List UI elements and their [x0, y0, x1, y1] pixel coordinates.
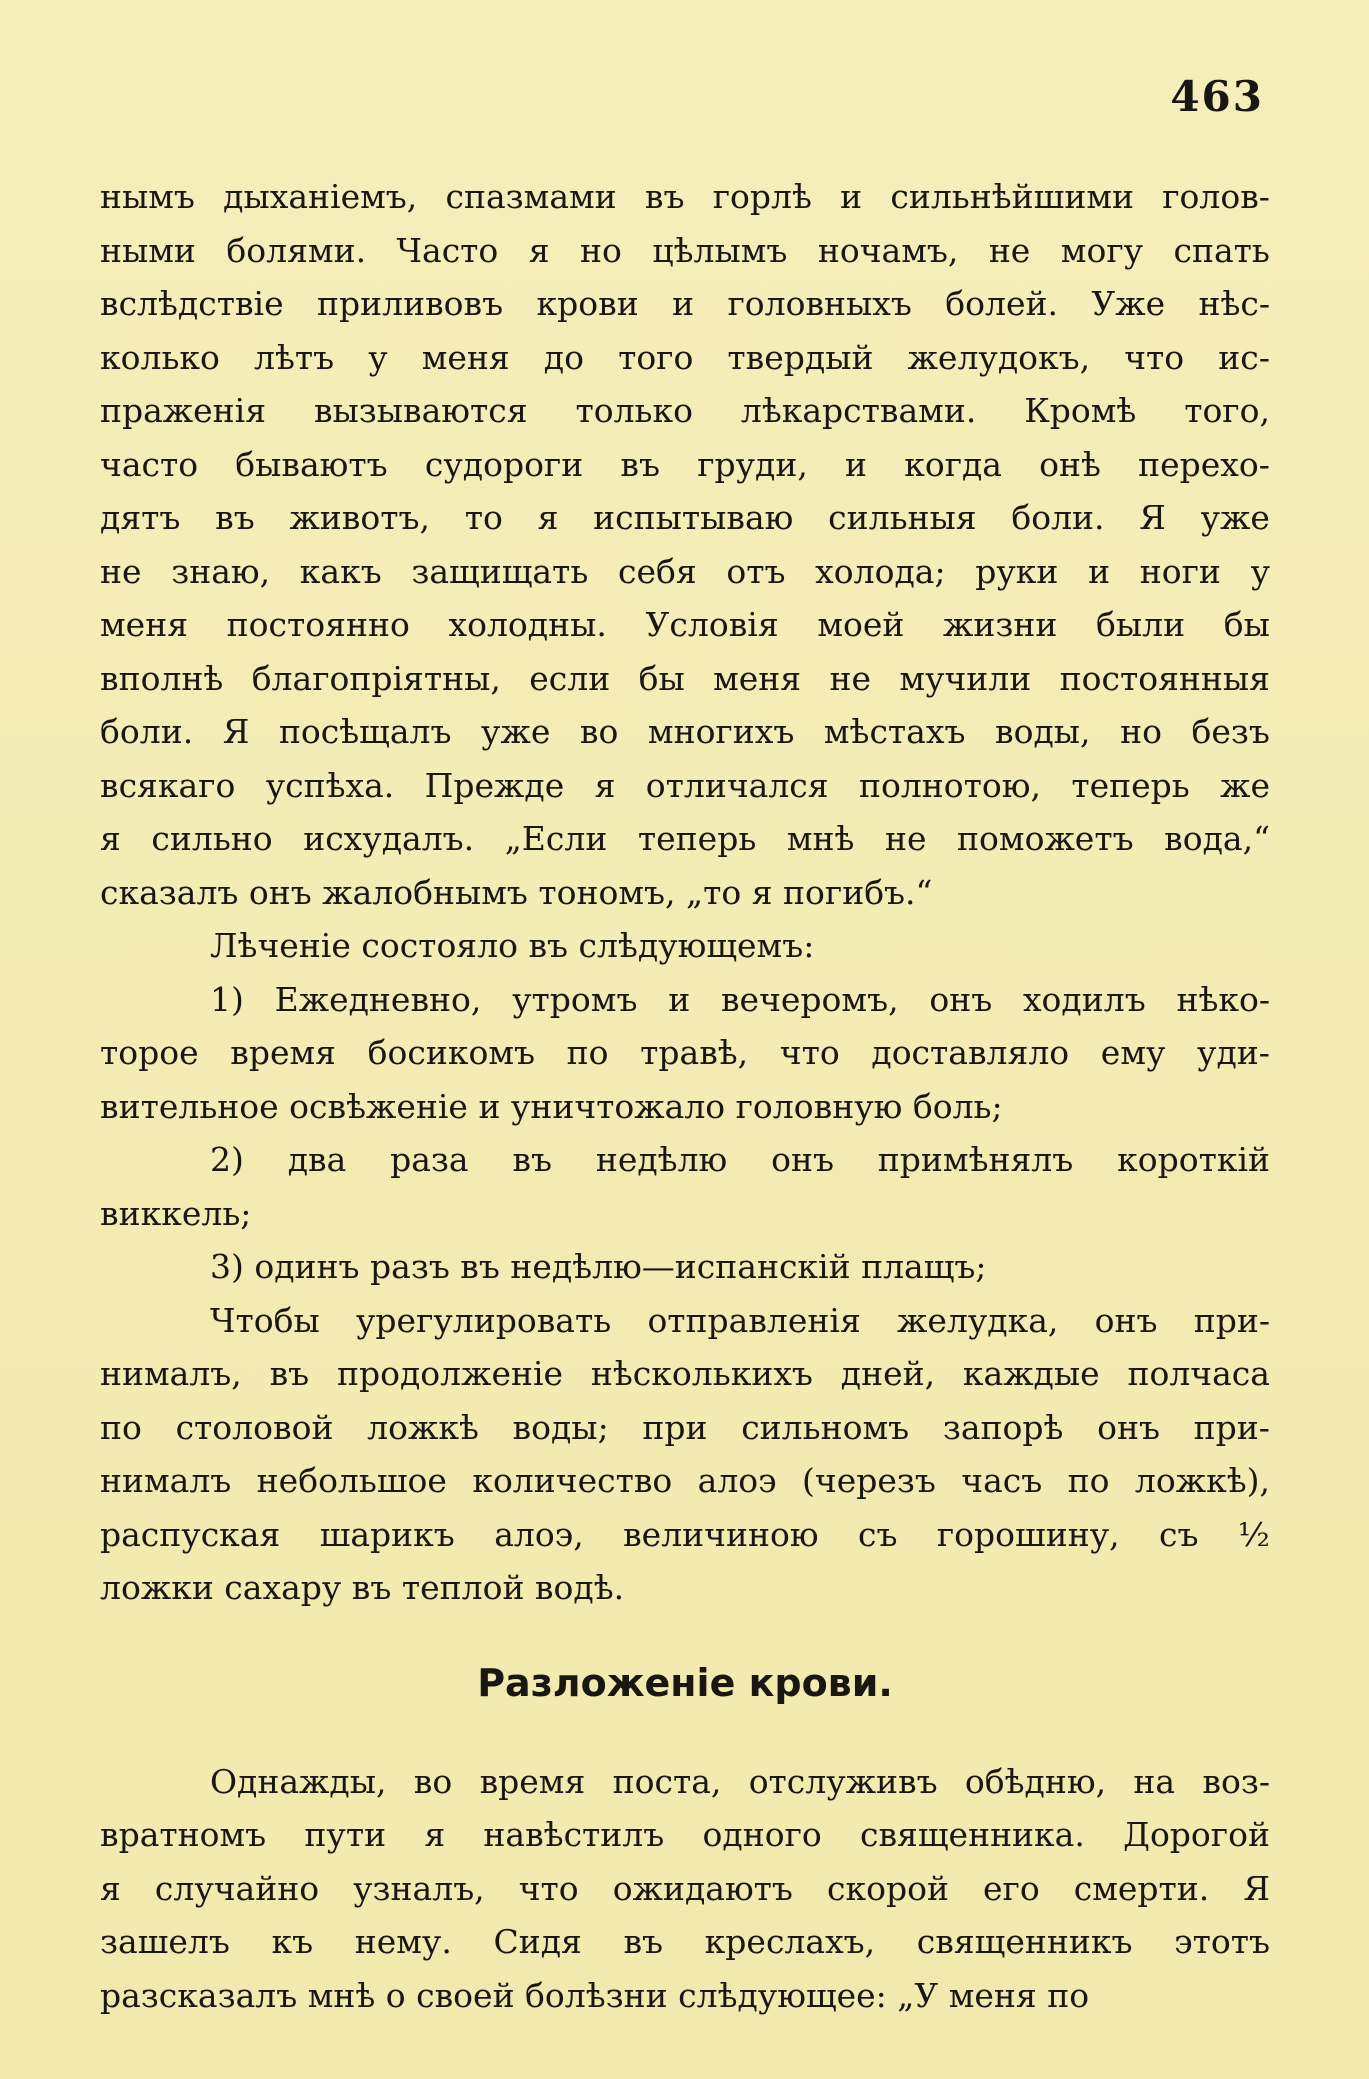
text-line: я случайно узналъ, что ожидаютъ скорой его смерти. Я [100, 1868, 1270, 1908]
text-line: нималъ небольшое количество алоэ (черезъ часъ по ложкѣ), [100, 1461, 1270, 1500]
text-line: торое время босикомъ по травѣ, что доставляло ему уди- [100, 1033, 1270, 1072]
text-line: не знаю, какъ защищать себя отъ холода; руки и ноги у [100, 551, 1270, 591]
text-line: распуская шарикъ алоэ, величиною съ горошину, съ ½ [100, 1514, 1270, 1554]
text-line: нималъ, въ продолженіе нѣсколькихъ дней, каждые полчаса [100, 1354, 1270, 1393]
list-item-2 [100, 1133, 1270, 1240]
text-line: боли. Я посѣщалъ уже во многихъ мѣстахъ воды, но безъ [100, 712, 1270, 751]
section-heading: Разложеніе крови. [477, 1660, 893, 1705]
text-line: дятъ въ животъ, то я испытываю сильныя боли. Я уже [100, 498, 1270, 537]
text-line: я сильно исхудалъ. „Если теперь мнѣ не поможетъ вода,“ [100, 819, 1270, 858]
text-line: зашелъ къ нему. Сидя въ креслахъ, священникъ этотъ [100, 1922, 1270, 1961]
text-line: 1) Ежедневно, утромъ и вечеромъ, онъ ходилъ нѣко- [210, 979, 1270, 1019]
text-line: ными болями. Часто я но цѣлымъ ночамъ, не могу спать [100, 230, 1270, 270]
text-line: вполнѣ благопріятны, если бы меня не мучили постоянныя [100, 658, 1270, 698]
paragraph-2 [100, 1294, 1270, 1615]
text-line: нымъ дыханіемъ, спазмами въ горлѣ и сильнѣйшими голов- [100, 177, 1270, 216]
page-number: 463 [1170, 72, 1264, 121]
text-line: по столовой ложкѣ воды; при сильномъ запорѣ онъ при- [100, 1407, 1270, 1447]
text-line: Однажды, во время поста, отслуживъ обѣдню, на воз- [210, 1761, 1270, 1801]
text-line: виккель; [100, 1193, 252, 1233]
list-item-1 [100, 973, 1270, 1134]
text-line: колько лѣтъ у меня до того твердый желудокъ, что ис- [100, 337, 1270, 377]
text-line: праженія вызываются только лѣкарствами. Кромѣ того, [100, 391, 1270, 430]
text-line: часто бываютъ судороги въ груди, и когда онѣ перехо- [100, 444, 1270, 484]
treatment-intro: Лѣченіе состояло въ слѣдующемъ: [210, 926, 815, 965]
text-line: сказалъ онъ жалобнымъ тономъ, „то я погибъ.“ [100, 872, 933, 912]
list-item-3: 3) одинъ разъ въ недѣлю—испанскій плащъ; [210, 1247, 987, 1286]
text-line: вратномъ пути я навѣстилъ одного священника. Дорогой [100, 1815, 1270, 1854]
text-line: 2) два раза въ недѣлю онъ примѣнялъ короткій [210, 1140, 1270, 1179]
page-text [100, 170, 1270, 2022]
text-line: вительное освѣженіе и уничтожало головную боль; [100, 1086, 1003, 1126]
text-line: разсказалъ мнѣ о своей болѣзни слѣдующее: „У меня по [100, 1975, 1090, 2015]
text-line: всякаго успѣха. Прежде я отличался полнотою, теперь же [100, 765, 1270, 805]
paragraph-3 [100, 1755, 1270, 2023]
text-line: ложки сахару въ теплой водѣ. [100, 1568, 625, 1607]
text-line: Чтобы урегулировать отправленія желудка, онъ при- [210, 1300, 1270, 1340]
paragraph-1 [100, 170, 1270, 919]
text-line: меня постоянно холодны. Условія моей жизни были бы [100, 605, 1270, 644]
text-line: вслѣдствіе приливовъ крови и головныхъ болей. Уже нѣс- [100, 284, 1270, 323]
